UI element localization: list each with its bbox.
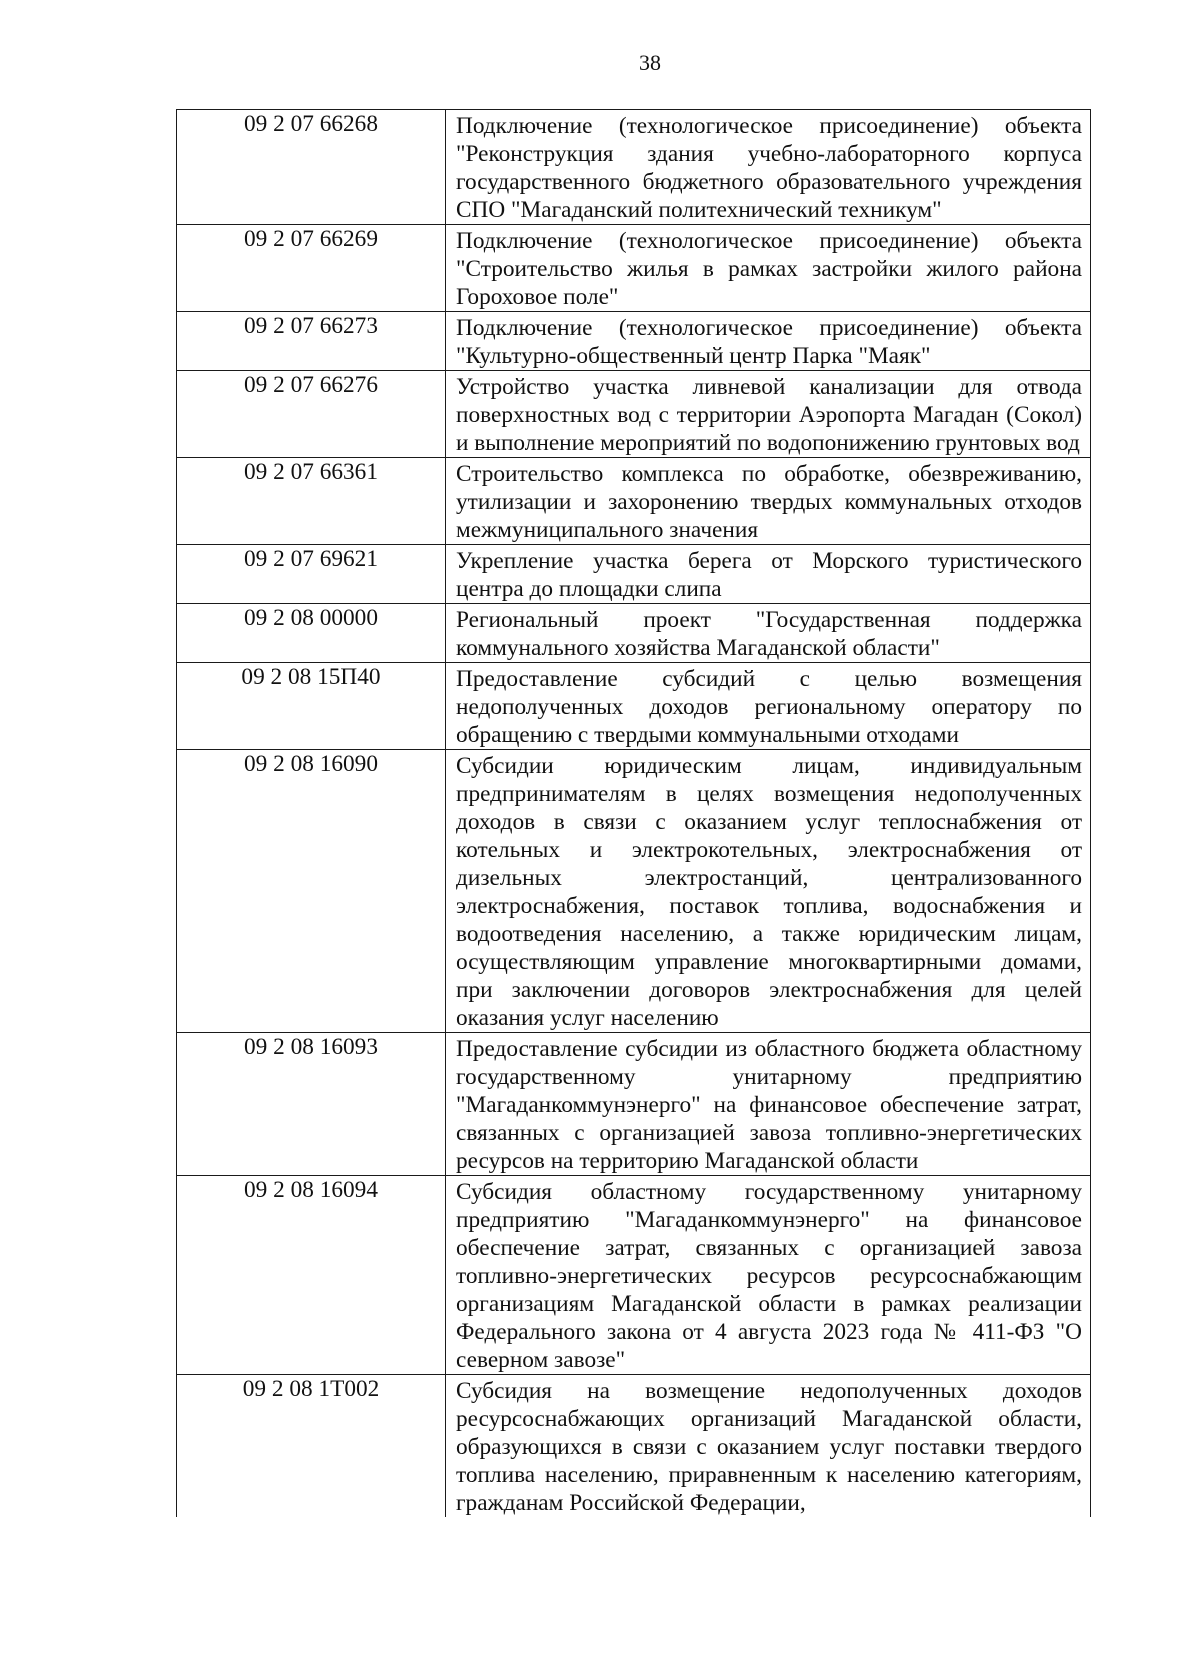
description-text: Подключение (технологическое присоединение) объекта "Культурно-общественный центр Парка "Маяк" [456,315,1082,369]
code-cell [177,1033,446,1176]
code-cell [177,663,446,750]
table-row [177,312,1091,371]
table-row [177,1375,1091,1518]
code-cell [177,458,446,545]
description-text: Устройство участка ливневой канализации для отвода поверхностных вод с территории Аэропорта Магадан (Сокол) и выполнение мероприятий по водопонижению грунтовых вод [456,374,1082,456]
description-text: Подключение (технологическое присоединение) объекта "Реконструкция здания учебно-лабораторного корпуса государственного бюджетного образовательного учреждения СПО "Магаданский политехнический техникум" [456,113,1082,223]
code-text: 09 2 07 69621 [244,546,378,572]
code-text: 09 2 07 66268 [244,111,378,137]
description-text: Предоставление субсидии из областного бюджета областному государственному унитарному предприятию "Магаданкоммунэнерго" на финансовое обеспечение затрат, связанных с организацией завоза топливно-энергетических ресурсов на территорию Магаданской области [456,1036,1082,1174]
description-cell [446,1033,1091,1176]
description-text: Субсидия областному государственному унитарному предприятию "Магаданкоммунэнерго" на финансовое обеспечение затрат, связанных с организацией завоза топливно-энергетических ресурсов ресурсоснабжающим организациям Магаданской области в рамках реализации Федерального закона от 4 августа 2023 года № 411-ФЗ "О северном завозе" [456,1179,1082,1373]
code-cell [177,110,446,225]
description-cell [446,663,1091,750]
description-cell [446,371,1091,458]
table-row [177,1176,1091,1375]
description-cell [446,604,1091,663]
description-text: Субсидии юридическим лицам, индивидуальным предпринимателям в целях возмещения недополученных доходов в связи с оказанием услуг теплоснабжения от котельных и электрокотельных, электроснабжения от дизельных электростанций, централизованного электроснабжения, поставок топлива, водоснабжения и водоотведения населению, а также юридическим лицам, осуществляющим управление многоквартирными домами, при заключении договоров электроснабжения для целей оказания услуг населению [456,753,1082,1031]
table-row [177,371,1091,458]
description-text: Региональный проект "Государственная поддержка коммунального хозяйства Магаданской области" [456,607,1082,661]
table-row [177,225,1091,312]
code-text: 09 2 07 66269 [244,226,378,252]
description-text: Субсидия на возмещение недополученных доходов ресурсоснабжающих организаций Магаданской области, образующихся в связи с оказанием услуг поставки твердого топлива населению, приравненным к населению категориям, гражданам Российской Федерации, [456,1378,1082,1516]
code-text: 09 2 08 16090 [244,751,378,777]
description-cell [446,1176,1091,1375]
table-row [177,458,1091,545]
description-cell [446,110,1091,225]
table-row [177,1033,1091,1176]
code-cell [177,604,446,663]
code-cell [177,1176,446,1375]
description-cell [446,750,1091,1033]
code-text: 09 2 08 16093 [244,1034,378,1060]
code-cell [177,225,446,312]
code-text: 09 2 08 00000 [244,605,378,631]
code-text: 09 2 08 15П40 [241,664,381,690]
code-cell [177,312,446,371]
description-text: Строительство комплекса по обработке, обезвреживанию, утилизации и захоронению твердых коммунальных отходов межмуниципального значения [456,461,1082,543]
table-row [177,750,1091,1033]
code-cell [177,545,446,604]
code-text: 09 2 08 16094 [244,1177,378,1203]
code-text: 09 2 08 1Т002 [242,1376,380,1402]
code-cell [177,750,446,1033]
table-row [177,604,1091,663]
code-text: 09 2 07 66273 [244,313,378,339]
code-cell [177,1375,446,1518]
table-row [177,110,1091,225]
table-row [177,545,1091,604]
code-text: 09 2 07 66276 [244,372,378,398]
table-row [177,663,1091,750]
description-cell [446,225,1091,312]
budget-classification-table [176,109,1091,1517]
description-text: Предоставление субсидий с целью возмещения недополученных доходов региональному оператору по обращению с твердыми коммунальными отходами [456,666,1082,748]
description-text: Подключение (технологическое присоединение) объекта "Строительство жилья в рамках застройки жилого района Гороховое поле" [456,228,1082,310]
description-cell [446,458,1091,545]
description-text: Укрепление участка берега от Морского туристического центра до площадки слипа [456,548,1082,602]
code-cell [177,371,446,458]
description-cell [446,312,1091,371]
description-cell [446,545,1091,604]
page-number: 38 [639,50,661,75]
code-text: 09 2 07 66361 [244,459,378,485]
description-cell [446,1375,1091,1518]
